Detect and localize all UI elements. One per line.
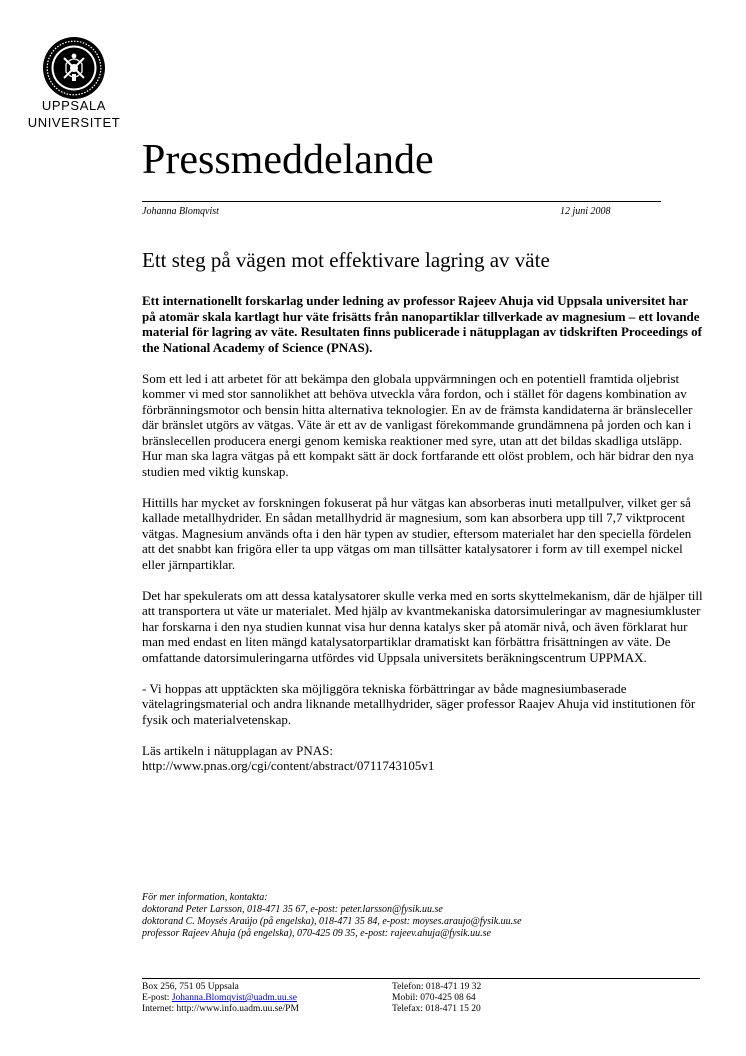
page-title: Pressmeddelande xyxy=(142,137,434,183)
contact-info xyxy=(142,892,522,940)
university-name-line2: UNIVERSITET xyxy=(27,115,121,130)
university-name-line1: UPPSALA xyxy=(41,98,107,113)
title-divider xyxy=(142,201,661,202)
footer-fax: Telefax: 018-471 15 20 xyxy=(392,1004,481,1014)
quote-paragraph: - Vi hoppas att upptäckten ska möjliggöra tekniska förbättringar av både magnesiumbaserade vätelagringsmaterial och andra liknande metallhydrider, säger professor Raajev Ahuja vid institutionen för fysik och materialvetenskap. xyxy=(142,680,696,727)
article-url[interactable]: http://www.pnas.org/cgi/content/abstract/0711743105v1 xyxy=(142,758,435,773)
contact-person: professor Rajeev Ahuja (på engelska), 070-425 09 35, e-post: rajeev.ahuja@fysik.uu.se xyxy=(142,928,491,939)
article-body xyxy=(142,293,704,789)
body-paragraph: Som ett led i att arbetet för att bekämpa den globala uppvärmningen och en potentiell framtida oljebrist kommer vi med stor sannolikhet att behöva utveckla våra fordon, och i stället för dagens kombination av förbränningsmotor och bensin hitta alternativa teknologier. En av de främsta kandidaterna är bränsleceller där bränslet utgörs av vätgas. Väte är ett av de vanligast förekommande grundämnena på jorden och kan i bränslecellen producera energi genom kemiska reaktioner med syre, utan att det bildas skadliga utsläpp. Hur man ska lagra vätgas på ett kompakt sätt är dock fortfarande ett olöst problem, och här bidrar den nya studien med viktig kunskap. xyxy=(142,370,694,479)
footer-mobile: Mobil: 070-425 08 64 xyxy=(392,993,476,1003)
author: Johanna Blomqvist xyxy=(142,206,219,217)
article-reference xyxy=(142,743,704,774)
footer-divider xyxy=(142,978,700,979)
article-label: Läs artikeln i nätupplagan av PNAS: xyxy=(142,742,333,758)
footer-phone: Telefon: 018-471 19 32 xyxy=(392,982,482,992)
footer-email-line xyxy=(142,993,299,1004)
footer-address: Box 256, 751 05 Uppsala xyxy=(142,982,239,992)
footer-address-block xyxy=(142,982,299,1015)
footer-email-label: E-post: xyxy=(142,993,172,1003)
headline: Ett steg på vägen mot effektivare lagring av väte xyxy=(142,248,550,272)
contact-person: doktorand C. Moysés Araújo (på engelska), 018-471 35 84, e-post: moyses.araujo@fysik.uu.se xyxy=(142,916,522,927)
body-paragraph: Hittills har mycket av forskningen fokuserat på hur vätgas kan absorberas inuti metallpulver, vilket ger så kallade metallhydrider. En sådan metallhydrid är magnesium, som kan absorbera upp till 7,7 viktprocent vätgas. Magnesium används ofta i den här typen av studier, eftersom materialet har den speciella fördelen att det snabbt kan frigöra eller ta upp vätgas om man tillsätter katalysatorer i form av till exempel nickel eller järnpartiklar. xyxy=(142,494,692,572)
university-seal-logo xyxy=(42,36,106,100)
lead-paragraph: Ett internationellt forskarlag under ledning av professor Rajeev Ahuja vid Uppsala universitet har på atomär skala kartlagt hur väte frisätts från nanopartiklar tillverkade av magnesium – ett lovande material för lagring av väte. Resultaten finns publicerade i nätupplagan av tidskriften Proceedings of the National Academy of Science (PNAS). xyxy=(142,293,702,355)
footer-phone-block xyxy=(392,982,481,1015)
footer-internet: Internet: http://www.info.uadm.uu.se/PM xyxy=(142,1004,299,1014)
contact-heading: För mer information, kontakta: xyxy=(142,892,268,903)
body-paragraph: Det har spekulerats om att dessa katalysatorer skulle verka med en sorts skyttelmekanism, där de hjälper till att transportera ut väte ur materialet. Med hjälp av kvantmekaniska datorsimuleringar av magnesiumkluster har forskarna i den nya studien kunnat visa hur denna katalys sker på atomär nivå, och även förklarat hur man med endast en liten mängd katalysatorpartiklar dramatiskt kan förbättra frisättningen av väte. De omfattande datorsimuleringarna utfördes vid Uppsala universitets beräkningscentrum UPPMAX. xyxy=(142,587,703,665)
footer-email-link[interactable]: Johanna.Blomqvist@uadm.uu.se xyxy=(171,993,297,1003)
date: 12 juni 2008 xyxy=(560,206,611,217)
contact-person: doktorand Peter Larsson, 018-471 35 67, e-post: peter.larsson@fysik.uu.se xyxy=(142,904,443,915)
